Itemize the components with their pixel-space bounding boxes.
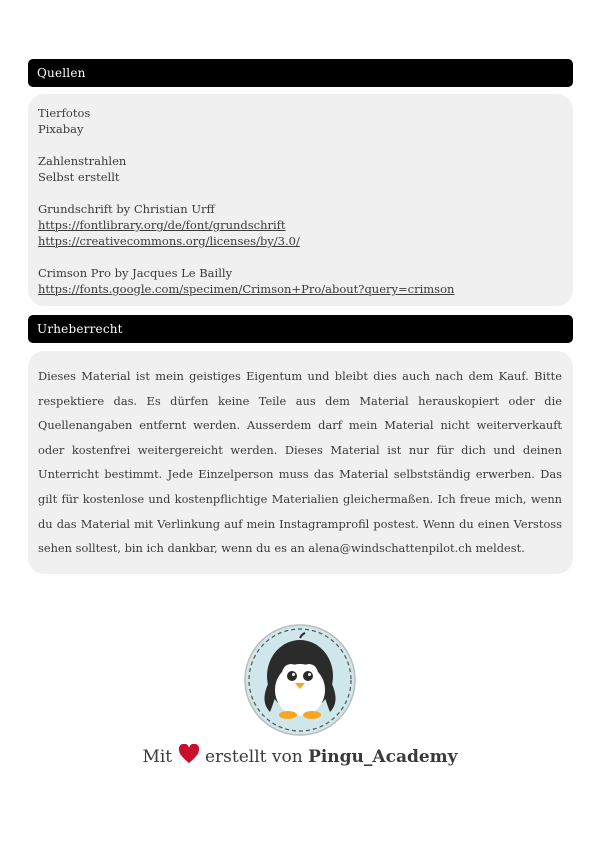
sources-header [28,59,573,87]
penguin-logo [244,624,356,736]
footer-credit [0,744,600,767]
fontlibrary-link[interactable]: https://fontlibrary.org/de/font/grundschrift [38,218,286,232]
creativecommons-link[interactable]: https://creativecommons.org/licenses/by/3.0/ [38,234,300,248]
source-label: Grundschrift by Christian Urff [38,202,215,216]
source-value: Selbst erstellt [38,170,120,184]
google-fonts-link[interactable]: https://fonts.google.com/specimen/Crimson+Pro/about?query=crimson [38,282,455,296]
brand-name: Pingu_Academy [308,747,458,767]
heart-icon [178,744,200,764]
copyright-title: Urheberrecht [37,322,123,336]
copyright-card [28,351,573,574]
source-label: Tierfotos [38,106,91,120]
source-label: Zahlenstrahlen [38,154,127,168]
footer-prefix: Mit [142,747,173,767]
source-value: Pixabay [38,122,84,136]
copyright-header [28,315,573,343]
source-label: Crimson Pro by Jacques Le Bailly [38,266,233,280]
copyright-text: Dieses Material ist mein geistiges Eigentum und bleibt dies auch nach dem Kauf. Bitte respektiere das. Es dürfen keine Teile aus dem Material herauskopiert oder die Quellenangaben entfernt werden. Ausserdem darf mein Material nicht weiterverkauft oder kostenfrei weitergereicht werden. Dieses Material ist nur für dich und deinen Unterricht bestimmt. Jede Einzelperson muss das Material selbstständig erwerben. Das gilt für kostenlose und kostenpflichtige Materialien gleichermaßen. Ich freue mich, wenn du das Material mit Verlinkung auf mein Instagramprofil postest. Wenn du einen Verstoss sehen solltest, bin ich dankbar, wenn du es an alena@windschattenpilot.ch meldest. [38,369,562,556]
footer-middle: erstellt von [204,747,303,767]
sources-title: Quellen [37,66,86,80]
sources-card [28,94,573,306]
